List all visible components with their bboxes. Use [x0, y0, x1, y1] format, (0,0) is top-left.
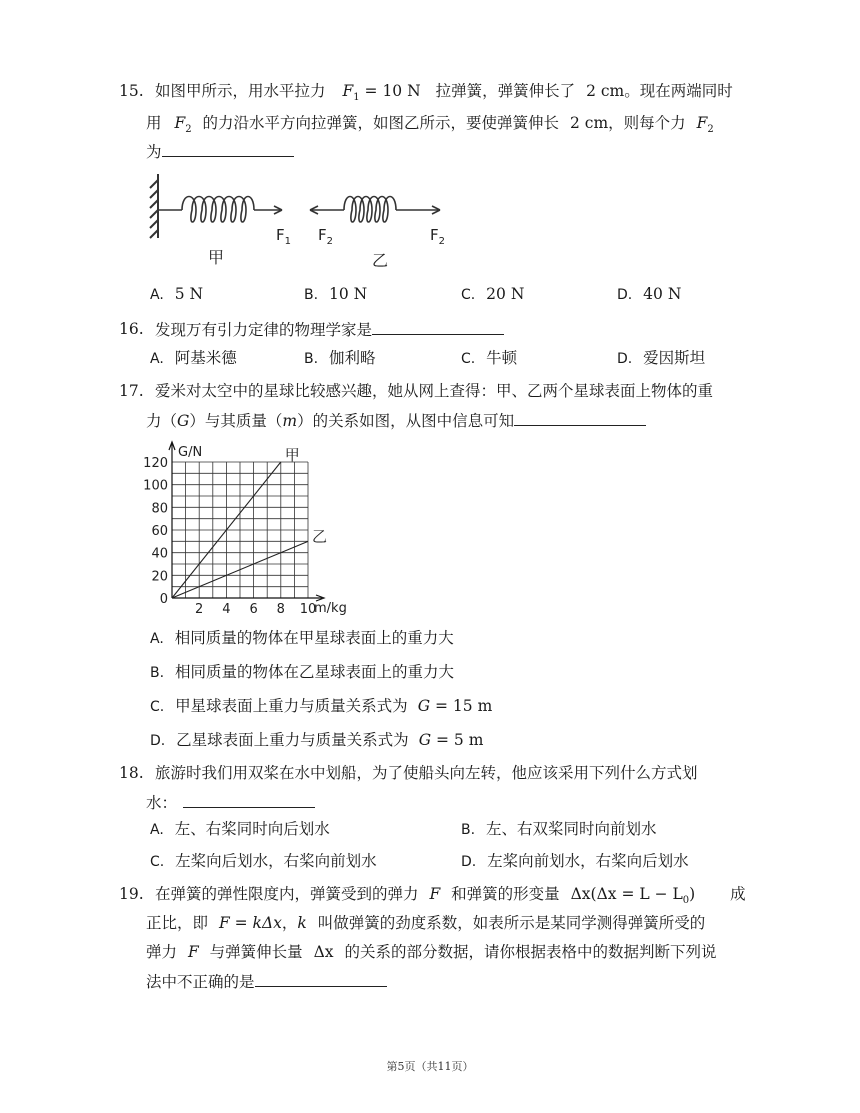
x-tick-label: 2 [195, 602, 204, 617]
option-text: 左、右桨同时向后划水 [174, 820, 330, 838]
q19-line3 [146, 941, 717, 963]
q19-text-1a: 在弹簧的弹性限度内，弹簧受到的弹力 [155, 885, 419, 903]
option-text: 10 N [329, 285, 368, 303]
q19-answer-blank[interactable] [255, 970, 387, 987]
option-text: 乙星球表面上重力与质量关系式为 [176, 731, 409, 749]
option-key: A. [150, 287, 164, 303]
option-key: A. [150, 351, 164, 367]
option-key: D. [617, 351, 633, 367]
q15-text-1: 如图甲所示，用水平拉力 [155, 82, 326, 100]
q17-gravity-chart [140, 438, 370, 618]
q18-line1: 旅游时我们用双桨在水中划船，为了使船头向左转，他应该采用下列什么方式划 [155, 764, 698, 782]
q16-option-b[interactable] [304, 346, 376, 368]
q15-line3 [146, 140, 294, 163]
formula-text: = 15 m [435, 697, 493, 715]
q15-2cm-a: 2 cm [586, 82, 625, 100]
q15-line1 [155, 80, 733, 109]
option-text: 左桨向后划水，右桨向前划水 [175, 852, 377, 870]
q15-text-2a: 用 [146, 114, 162, 132]
q19-hooke-law: F = kΔx [218, 914, 282, 932]
option-text: 伽利略 [329, 349, 376, 367]
option-key: A. [150, 631, 164, 647]
chart-grid [172, 462, 308, 598]
q19-text-2a: 正比，即 [146, 914, 209, 932]
option-key: B. [150, 665, 165, 681]
q15-f1-value: = 10 N [364, 82, 421, 100]
q16-stem [155, 318, 504, 341]
q15-f2-sub-b: 2 [707, 124, 714, 136]
y-tick-label: 100 [143, 478, 168, 494]
q19-text-1b: 和弹簧的形变量 [451, 885, 560, 903]
wall-icon [150, 174, 158, 238]
chart-x-axis-label: m/kg [314, 601, 347, 616]
q16-option-d[interactable] [617, 346, 705, 368]
q19-text-4: 法中不正确的是 [146, 973, 255, 991]
formula-symbol: G [418, 731, 432, 749]
option-text: 牛顿 [486, 349, 518, 367]
q19-text-2c: 叫做弹簧的劲度系数，如表所示是某同学测得弹簧所受的 [317, 914, 706, 932]
x-tick-label: 4 [222, 602, 231, 617]
q15-f2-symbol-b: F [696, 114, 708, 132]
fig-f2-right-label: $F_2$ [430, 226, 446, 247]
q19-k-symbol: k [297, 914, 307, 932]
q17-text-2c: ）的关系如图，从图中信息可知 [297, 412, 515, 430]
fig-yi-label: 乙 [372, 251, 389, 270]
q19-f-symbol: F [429, 885, 441, 903]
y-tick-label: 40 [151, 546, 168, 562]
option-key: C. [461, 287, 476, 303]
q15-f1-symbol: F [342, 82, 354, 100]
q19-f-symbol-b: F [187, 943, 199, 961]
x-tick-label: 10 [299, 602, 317, 617]
q17-line1: 爱米对太空中的星球比较感兴趣，她从网上查得：甲、乙两个星球表面上物体的重 [155, 382, 714, 400]
q15-spring-figure [148, 168, 458, 273]
q16-option-c[interactable] [461, 346, 517, 368]
option-key: A. [150, 822, 164, 838]
formula-symbol: G [417, 697, 431, 715]
y-tick-label: 20 [151, 569, 168, 585]
option-text: 5 N [174, 285, 204, 303]
q19-line4 [146, 970, 387, 993]
q16-text: 发现万有引力定律的物理学家是 [155, 321, 373, 339]
chart-x-ticks [195, 602, 316, 617]
q19-line2 [146, 912, 705, 934]
q18-option-c[interactable] [150, 849, 377, 871]
q15-answer-blank[interactable] [162, 140, 294, 157]
q15-text-1b: 拉弹簧，弹簧伸长了 [435, 82, 576, 100]
q19-dx-symbol: Δx [313, 943, 334, 961]
y-tick-label: 0 [159, 592, 168, 607]
option-text: 爱因斯坦 [643, 349, 706, 367]
q18-option-d[interactable] [461, 849, 689, 871]
option-key: B. [304, 351, 319, 367]
q15-option-c[interactable] [461, 285, 524, 303]
q15-line2 [146, 112, 714, 141]
q17-text-2b: ）与其质量（ [189, 412, 283, 430]
option-text: 甲星球表面上重力与质量关系式为 [175, 697, 408, 715]
q18-line2 [146, 791, 315, 814]
q17-g-symbol: G [177, 412, 190, 430]
q16-answer-blank[interactable] [372, 318, 504, 335]
chart-y-ticks [143, 456, 168, 607]
fig-f1-label: $F_1$ [276, 226, 292, 247]
x-tick-label: 8 [276, 602, 285, 617]
option-key: D. [150, 733, 166, 749]
q18-option-b[interactable] [461, 817, 657, 839]
q15-option-a[interactable] [150, 285, 203, 303]
option-key: C. [150, 854, 165, 870]
q17-option-c[interactable] [150, 694, 492, 716]
q15-number: 15. [119, 82, 144, 100]
q17-option-b[interactable] [150, 660, 454, 682]
q15-text-1c: 。现在两端同时 [624, 82, 733, 100]
series-label: 乙 [312, 527, 328, 546]
q19-text-3b: 与弹簧伸长量 [209, 943, 303, 961]
q17-text-2a: 力（ [146, 412, 178, 430]
option-text: 相同质量的物体在乙星球表面上的重力大 [175, 663, 455, 681]
q18-text-2: 水： [146, 794, 178, 812]
q19-dx-close: ) [689, 885, 696, 903]
q19-text-3c: 的关系的部分数据，请你根据表格中的数据判断下列说 [344, 943, 717, 961]
fig-jia-label: 甲 [208, 248, 225, 267]
q15-text-2b: 的力沿水平方向拉弹簧，如图乙所示，要使弹簧伸长 [202, 114, 560, 132]
q19-l0-sub: 0 [682, 895, 690, 907]
q18-answer-blank[interactable] [183, 791, 315, 808]
q16-number: 16. [119, 320, 144, 338]
q15-f2-sub: 2 [185, 124, 192, 136]
option-key: B. [461, 822, 476, 838]
x-tick-label: 6 [249, 602, 258, 617]
option-key: C. [461, 351, 476, 367]
q17-m-symbol: m [282, 412, 298, 430]
chart-axes [169, 442, 324, 601]
q18-option-a[interactable] [150, 817, 330, 839]
q15-option-b[interactable] [304, 285, 367, 303]
q19-dx-expression: Δx(Δx = L − L [570, 885, 683, 903]
q17-answer-blank[interactable] [514, 409, 646, 426]
q15-text-2c: ，则每个力 [608, 114, 686, 132]
q17-number: 17. [119, 382, 144, 400]
option-text: 40 N [643, 285, 682, 303]
fig-f2-left-label: $F_2$ [318, 226, 334, 247]
spring-jia-icon [158, 197, 282, 223]
q19-text-1c: 成 [730, 885, 746, 903]
spring-yi-icon [310, 197, 440, 223]
series-label: 甲 [284, 446, 300, 464]
q17-option-d[interactable] [150, 728, 483, 750]
option-key: D. [461, 854, 477, 870]
option-key: C. [150, 699, 165, 715]
q17-option-a[interactable] [150, 626, 454, 648]
chart-y-axis-label: G/N [178, 445, 203, 460]
page-footer: 第5页（共11页） [386, 1060, 474, 1073]
q15-2cm-b: 2 cm [569, 114, 609, 132]
option-text: 20 N [486, 285, 525, 303]
y-tick-label: 120 [143, 456, 168, 471]
option-text: 阿基米德 [174, 349, 237, 367]
q19-text-3a: 弹力 [146, 943, 178, 961]
q16-option-a[interactable] [150, 346, 237, 368]
option-key: B. [304, 287, 319, 303]
q18-number: 18. [119, 764, 144, 782]
q17-line2 [146, 409, 646, 432]
option-text: 相同质量的物体在甲星球表面上的重力大 [174, 629, 454, 647]
q15-text-3: 为 [146, 143, 162, 161]
q15-f1-sub: 1 [353, 92, 360, 104]
q19-line1 [155, 883, 746, 912]
q19-number: 19. [119, 885, 144, 903]
option-key: D. [617, 287, 633, 303]
y-tick-label: 60 [151, 524, 168, 539]
q19-text-2b: ， [281, 914, 298, 932]
q15-option-d[interactable] [617, 285, 681, 303]
q15-f2-symbol: F [174, 114, 186, 132]
option-text: 左桨向前划水，右桨向后划水 [487, 852, 689, 870]
option-text: 左、右双桨同时向前划水 [486, 820, 657, 838]
y-tick-label: 80 [151, 501, 168, 517]
formula-text: = 5 m [436, 731, 484, 749]
